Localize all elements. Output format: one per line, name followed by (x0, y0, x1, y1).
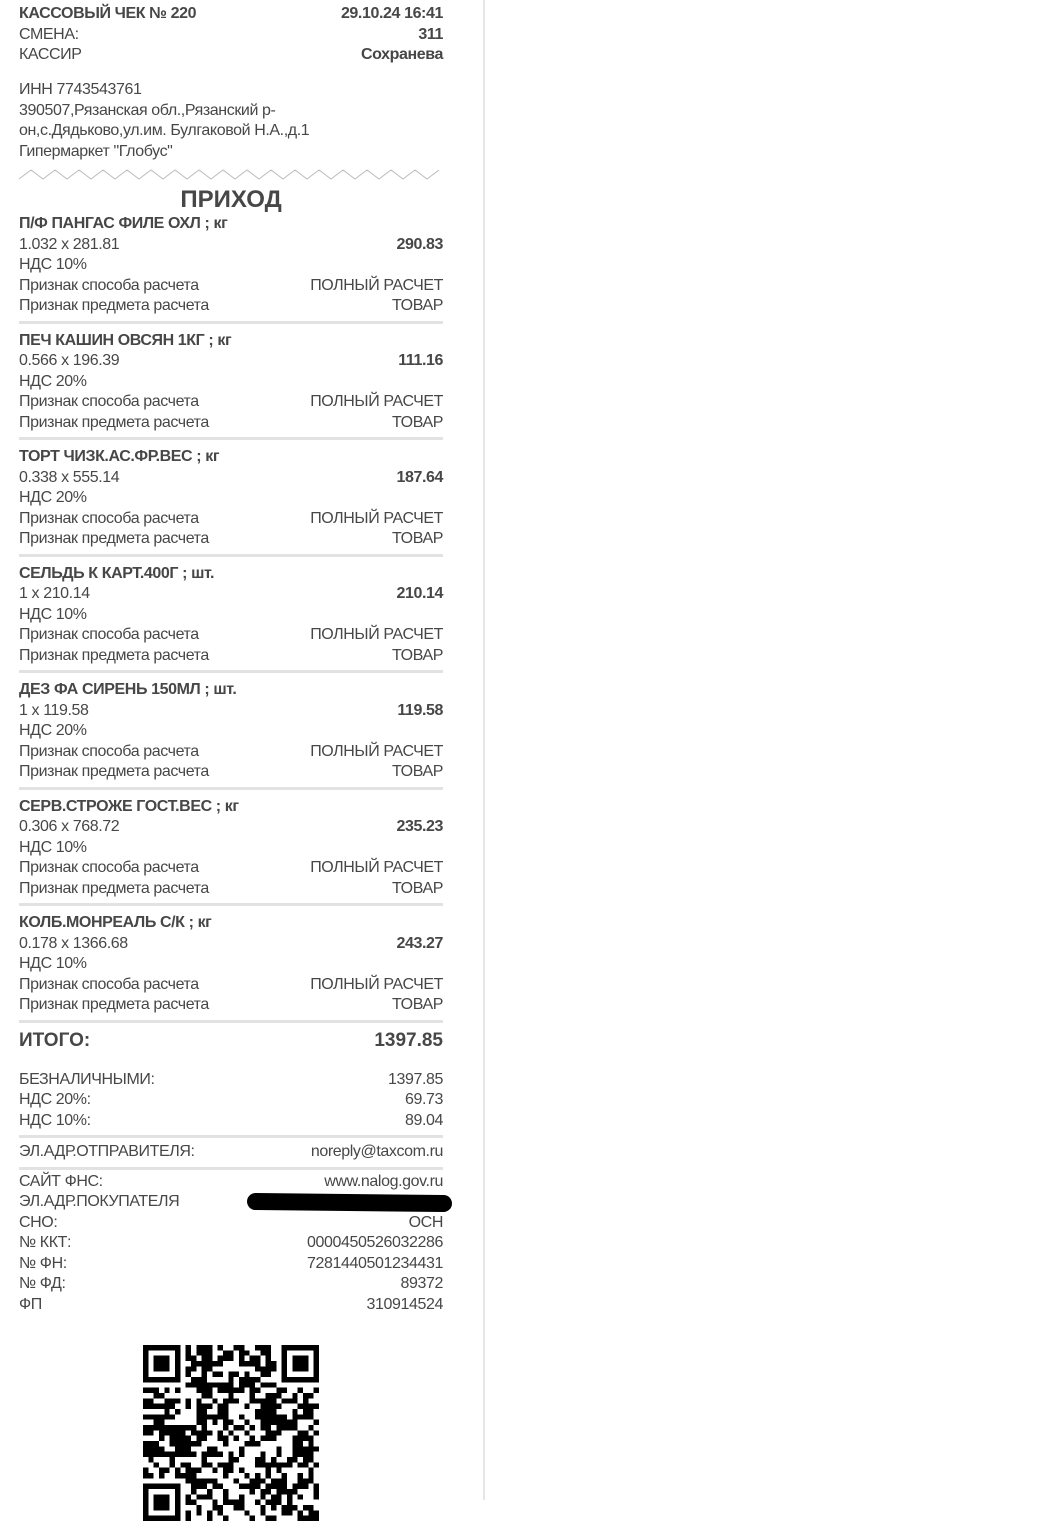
subject-value: ТОВАР (392, 413, 443, 431)
item-qty-price: 1.032 x 281.81 (19, 235, 120, 253)
item-sum: 290.83 (396, 235, 443, 253)
item-sum: 187.64 (396, 468, 443, 486)
item-qty-row (19, 817, 443, 838)
total-value: 1397.85 (374, 1029, 443, 1051)
receipt-item (19, 913, 443, 1023)
subject-value: ТОВАР (392, 297, 443, 314)
method-label: Признак способа расчета (19, 859, 199, 876)
item-method-row (19, 858, 443, 879)
item-qty-price: 1 x 210.14 (19, 585, 90, 602)
fn-label: № ФН: (19, 1254, 67, 1272)
fd-row (19, 1274, 443, 1295)
receipt-item (19, 331, 443, 441)
total-row (19, 1028, 443, 1054)
item-qty-row (19, 235, 443, 256)
vat20-row (19, 1090, 443, 1111)
site-value: www.nalog.gov.ru (324, 1172, 443, 1190)
receipt-datetime: 29.10.24 16:41 (340, 5, 443, 22)
method-value: ПОЛНЫЙ РАСЧЕТ (310, 742, 443, 760)
item-name: СЕРВ.СТРОЖЕ ГОСТ.ВЕС ; кг (19, 797, 239, 815)
subject-label: Признак предмета расчета (19, 413, 209, 431)
receipt (0, 0, 485, 1500)
method-value: ПОЛНЫЙ РАСЧЕТ (310, 859, 443, 876)
method-value: ПОЛНЫЙ РАСЧЕТ (310, 509, 443, 527)
vat20-value: 69.73 (404, 1091, 443, 1108)
item-sum: 243.27 (396, 934, 443, 952)
subject-label: Признак предмета расчета (19, 996, 209, 1013)
zigzag-divider (19, 168, 443, 182)
item-vat: НДС 20% (19, 489, 87, 506)
sno-value: ОСН (408, 1213, 443, 1231)
item-qty-price: 0.338 x 555.14 (19, 468, 120, 486)
item-qty-row (19, 584, 443, 605)
method-value: ПОЛНЫЙ РАСЧЕТ (310, 975, 443, 993)
method-label: Признак способа расчета (19, 393, 199, 410)
item-qty-price: 0.566 x 196.39 (19, 352, 120, 369)
item-name: ТОРТ ЧИЗК.АС.ФР.ВЕС ; кг (19, 448, 220, 465)
item-vat: НДС 10% (19, 838, 87, 856)
subject-label: Признак предмета расчета (19, 530, 209, 547)
item-subject-row (19, 529, 443, 550)
method-value: ПОЛНЫЙ РАСЧЕТ (310, 393, 443, 410)
method-value: ПОЛНЫЙ РАСЧЕТ (310, 276, 443, 294)
item-sum: 119.58 (397, 701, 443, 719)
item-sum: 111.16 (398, 352, 443, 369)
receipt-type-title: ПРИХОД (180, 186, 282, 213)
sno-row (19, 1213, 443, 1234)
receipt-item (19, 214, 443, 324)
shift-label: СМЕНА: (19, 25, 79, 43)
kkt-row (19, 1233, 443, 1254)
item-subject-row (19, 879, 443, 900)
fp-value: 310914524 (366, 1295, 443, 1313)
vat10-row (19, 1111, 443, 1132)
item-method-row (19, 392, 443, 413)
item-method-row (19, 742, 443, 763)
item-qty-row (19, 934, 443, 955)
item-qty-row (19, 468, 443, 489)
item-subject-row (19, 413, 443, 434)
fd-value: 89372 (400, 1275, 443, 1292)
item-name: СЕЛЬДЬ К КАРТ.400Г ; шт. (19, 564, 215, 582)
item-subject-row (19, 646, 443, 667)
item-name: КОЛБ.МОНРЕАЛЬ С/К ; кг (19, 914, 212, 931)
cashless-value: 1397.85 (387, 1070, 443, 1088)
item-qty-price: 0.306 x 768.72 (19, 818, 120, 835)
item-vat: НДС 20% (19, 722, 87, 739)
buyer-label: ЭЛ.АДР.ПОКУПАТЕЛЯ (19, 1193, 180, 1210)
site-row (19, 1172, 443, 1193)
sender-email: noreply@taxcom.ru (310, 1143, 443, 1160)
item-method-row (19, 276, 443, 297)
item-qty-row (19, 351, 443, 372)
receipt-number-row (19, 4, 443, 25)
item-vat: НДС 10% (19, 605, 87, 623)
subject-value: ТОВАР (392, 646, 443, 664)
item-sum: 235.23 (396, 818, 443, 835)
fp-label: ФП (19, 1295, 42, 1313)
total-label: ИТОГО: (19, 1029, 91, 1051)
divider (19, 1135, 443, 1138)
subject-label: Признак предмета расчета (19, 879, 209, 897)
item-qty-price: 1 x 119.58 (19, 701, 89, 719)
method-label: Признак способа расчета (19, 975, 199, 993)
store-name: Гипермаркет "Глобус" (19, 142, 173, 160)
item-qty-row (19, 701, 443, 722)
vat20-label: НДС 20%: (19, 1091, 91, 1108)
method-label: Признак способа расчета (19, 626, 199, 643)
redaction-mark (247, 1193, 452, 1212)
item-method-row (19, 509, 443, 530)
item-vat: НДС 10% (19, 256, 87, 273)
vat10-value: 89.04 (404, 1111, 443, 1129)
receipt-item (19, 564, 443, 674)
subject-value: ТОВАР (392, 996, 443, 1013)
subject-value: ТОВАР (392, 879, 443, 897)
sender-label: ЭЛ.АДР.ОТПРАВИТЕЛЯ: (19, 1143, 195, 1160)
divider (19, 1167, 443, 1170)
receipt-item (19, 447, 443, 557)
sender-row (19, 1142, 443, 1163)
method-label: Признак способа расчета (19, 276, 199, 294)
item-vat: НДС 20% (19, 372, 87, 390)
item-subject-row (19, 995, 443, 1016)
sno-label: СНО: (19, 1213, 58, 1231)
item-name: П/Ф ПАНГАС ФИЛЕ ОХЛ ; кг (19, 215, 228, 232)
subject-value: ТОВАР (392, 530, 443, 547)
item-qty-price: 0.178 x 1366.68 (19, 934, 128, 952)
cashless-label: БЕЗНАЛИЧНЫМИ: (19, 1070, 155, 1088)
subject-label: Признак предмета расчета (19, 646, 209, 664)
kkt-label: № ККТ: (19, 1234, 72, 1251)
cashier-value: Сохранева (361, 46, 443, 63)
inn: ИНН 7743543761 (19, 81, 142, 98)
subject-value: ТОВАР (392, 763, 443, 780)
receipt-number: КАССОВЫЙ ЧЕК № 220 (19, 5, 197, 22)
item-subject-row (19, 296, 443, 317)
cashier-label: КАССИР (19, 46, 82, 63)
cashless-row (19, 1070, 443, 1091)
qr-code (143, 1345, 319, 1521)
method-label: Признак способа расчета (19, 509, 199, 527)
item-subject-row (19, 762, 443, 783)
item-sum: 210.14 (396, 585, 443, 602)
cashier-row (19, 45, 443, 66)
fd-label: № ФД: (19, 1275, 66, 1292)
item-vat: НДС 10% (19, 955, 87, 972)
shift-value: 311 (418, 25, 443, 43)
item-method-row (19, 975, 443, 996)
fp-row (19, 1295, 443, 1316)
address-line-1: 390507,Рязанская обл.,Рязанский р- (19, 101, 276, 119)
receipt-item (19, 680, 443, 790)
item-method-row (19, 625, 443, 646)
item-list (19, 214, 443, 1023)
subject-label: Признак предмета расчета (19, 297, 209, 314)
method-value: ПОЛНЫЙ РАСЧЕТ (310, 626, 443, 643)
method-label: Признак способа расчета (19, 742, 199, 760)
fn-value: 7281440501234431 (307, 1254, 443, 1272)
item-name: ПЕЧ КАШИН ОВСЯН 1КГ ; кг (19, 331, 232, 349)
receipt-item (19, 797, 443, 907)
buyer-row (19, 1192, 443, 1213)
subject-label: Признак предмета расчета (19, 763, 209, 780)
vat10-label: НДС 10%: (19, 1111, 91, 1129)
item-name: ДЕЗ ФА СИРЕНЬ 150МЛ ; шт. (19, 681, 237, 698)
kkt-value: 0000450526032286 (307, 1234, 443, 1251)
shift-row (19, 25, 443, 46)
fn-row (19, 1254, 443, 1275)
site-label: САЙТ ФНС: (19, 1172, 103, 1190)
address-line-2: он,с.Дядьково,ул.им. Булгаковой Н.А.,д.1 (19, 122, 310, 139)
receipt-body (19, 4, 443, 1315)
